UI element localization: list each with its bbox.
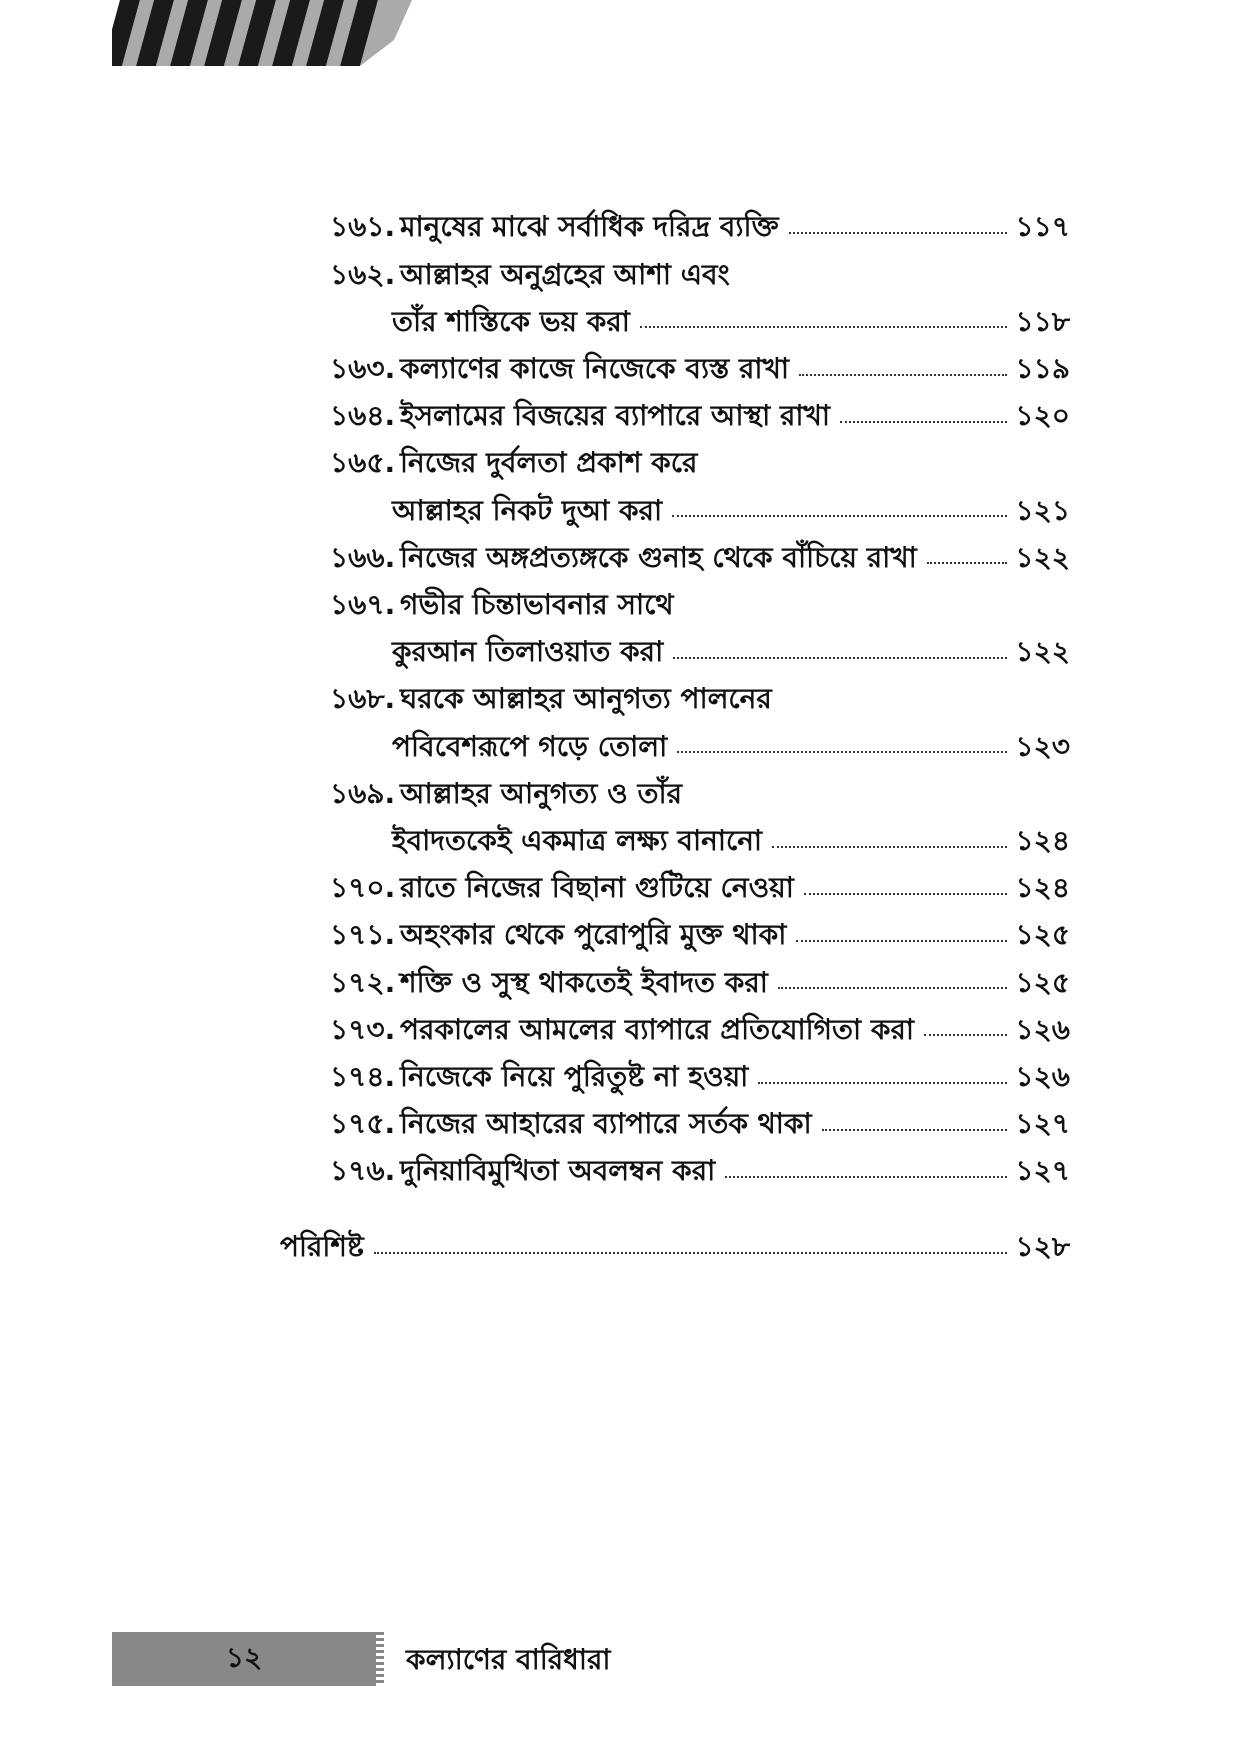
footer-page-number [112,1632,376,1686]
toc-entry-number: ১৭১. [330,918,396,952]
page-number: ১২ [225,1640,263,1674]
toc-entry-title: পরকালের আমলের ব্যাপারে প্রতিযোগিতা করা [400,1012,914,1046]
toc-entry [392,290,1070,338]
toc-appendix [280,1216,1070,1264]
toc-entry-page: ১২৬ [1015,1060,1070,1093]
toc-entry-number: ১৭৫. [330,1107,396,1141]
toc-entry [330,385,1070,433]
toc-appendix-title: পরিশিষ্ট [280,1230,364,1264]
toc-entry-page: ১২৪ [1015,824,1070,857]
toc-entry [330,1046,1070,1094]
toc-entry [330,574,1070,622]
toc-entry [330,1093,1070,1141]
toc-entry-number: ১৭২. [330,965,396,999]
dot-leader [640,326,1008,328]
toc-entry-title: শক্তি ও সুস্থ থাকতেই ইবাদত করা [400,965,768,999]
toc-entry-number: ১৬১. [330,210,396,244]
toc-entry-page: ১২৫ [1015,965,1070,999]
toc-entry-title: পবিবেশরূপে গড়ে তোলা [392,729,668,763]
dot-leader [796,940,1007,942]
toc-entry-title: আল্লাহর নিকট দুআ করা [392,493,663,527]
toc-entry-page: ১২২ [1015,635,1070,669]
toc-entry-number: ১৬২. [330,257,396,291]
toc-entry-title: গভীর চিন্তাভাবনার সাথে [400,588,674,621]
toc-entry-number: ১৬৮. [330,682,396,716]
toc-entry-title: নিজের দুর্বলতা প্রকাশ করে [400,446,698,480]
toc-entry [330,762,1070,810]
toc-entry-title: ঘরকে আল্লাহর আনুগত্য পালনের [400,682,772,716]
footer-book-title: কল্যাণের বারিধারা [406,1643,611,1676]
toc-entry [330,432,1070,480]
dot-leader [778,987,1008,989]
dot-leader [772,846,1007,848]
toc-entry-title: নিজেকে নিয়ে পুরিতুষ্ট না হওয়া [400,1060,749,1093]
toc-entry-title: কুরআন তিলাওয়াত করা [392,635,664,669]
toc-entry [330,1140,1070,1188]
toc-entry-title: নিজের আহারের ব্যাপারে সর্তক থাকা [400,1107,812,1141]
toc-entry-number: ১৬৯. [330,776,396,810]
toc-entry-number: ১৭০. [330,871,396,905]
toc-entry [330,857,1070,905]
toc-entry [330,668,1070,716]
dot-leader [789,232,1008,234]
dot-leader [672,515,1007,517]
dot-leader [673,657,1007,659]
toc-entry-page: ১২৩ [1015,729,1070,763]
toc-entry-number: ১৬৫. [330,446,396,480]
toc-entry [392,479,1070,527]
toc-entry-number: ১৬৭. [330,588,396,621]
toc-entry-title: মানুষের মাঝে সর্বাধিক দরিদ্র ব্যক্তি [400,210,779,244]
toc-entry-page: ১২০ [1015,399,1070,433]
dot-leader [804,893,1008,895]
dot-leader [799,374,1007,376]
toc-entry-number: ১৭৬. [330,1154,396,1188]
toc-entry [330,998,1070,1046]
toc-entry [330,338,1070,386]
toc-entry-page: ১১৮ [1015,304,1070,338]
toc-entry-title: তাঁর শাস্তিকে ভয় করা [392,304,630,338]
toc-entry-page: ১২১ [1015,493,1070,527]
toc-entry-number: ১৭৩. [330,1012,396,1046]
toc-entry-title: দুনিয়াবিমুখিতা অবলম্বন করা [400,1154,716,1188]
toc-entry [330,526,1070,574]
dot-leader [725,1176,1007,1178]
toc-entry-page: ১২৫ [1015,918,1070,952]
toc-entry-title: আল্লাহর অনুগ্রহের আশা এবং [400,257,730,291]
toc-entry [330,951,1070,999]
toc-entry [330,196,1070,244]
toc-entry-page: ১১৭ [1015,210,1070,244]
toc-entry-number: ১৭৪. [330,1060,396,1093]
dot-leader [924,1034,1007,1036]
toc-entry [392,715,1070,763]
toc-entry-number: ১৬৪. [330,399,396,433]
toc-entry-page: ১১৯ [1015,352,1070,385]
toc-entry [330,904,1070,952]
toc-entry-title: কল্যাণের কাজে নিজেকে ব্যস্ত রাখা [400,352,790,385]
toc-entry-page: ১২২ [1015,540,1070,574]
toc-entry-page: ১২৭ [1015,1154,1070,1188]
dot-leader [822,1129,1008,1131]
toc-entry [392,810,1070,858]
toc-entry-page: ১২৪ [1015,871,1070,905]
toc-entry-number: ১৬৬. [330,540,396,574]
decorative-stripes [112,0,432,70]
toc-entry-title: রাতে নিজের বিছানা গুটিয়ে নেওয়া [400,871,794,905]
toc-entry-number: ১৬৩. [330,352,396,385]
toc-entry-title: আল্লাহর আনুগত্য ও তাঁর [400,776,683,810]
toc-entry [330,243,1070,291]
dot-leader [374,1252,1008,1254]
toc-entry-title: নিজের অঙ্গপ্রত্যঙ্গকে গুনাহ থেকে বাঁচিয়ে রাখা [400,540,917,574]
dot-leader [927,562,1008,564]
toc-entry-page: ১২৭ [1015,1107,1070,1141]
toc-entry-title: ইবাদতকেই একমাত্র লক্ষ্য বানানো [392,824,763,857]
toc-entry-page: ১২৬ [1015,1012,1070,1046]
toc-entry-title: অহংকার থেকে পুরোপুরি মুক্ত থাকা [400,918,787,952]
dot-leader [677,751,1007,753]
dot-leader [758,1082,1007,1084]
toc-entry [392,621,1070,669]
dot-leader [840,421,1007,423]
toc-appendix-page: ১২৮ [1015,1230,1070,1264]
toc-entry-title: ইসলামের বিজয়ের ব্যাপারে আস্থা রাখা [400,399,830,433]
